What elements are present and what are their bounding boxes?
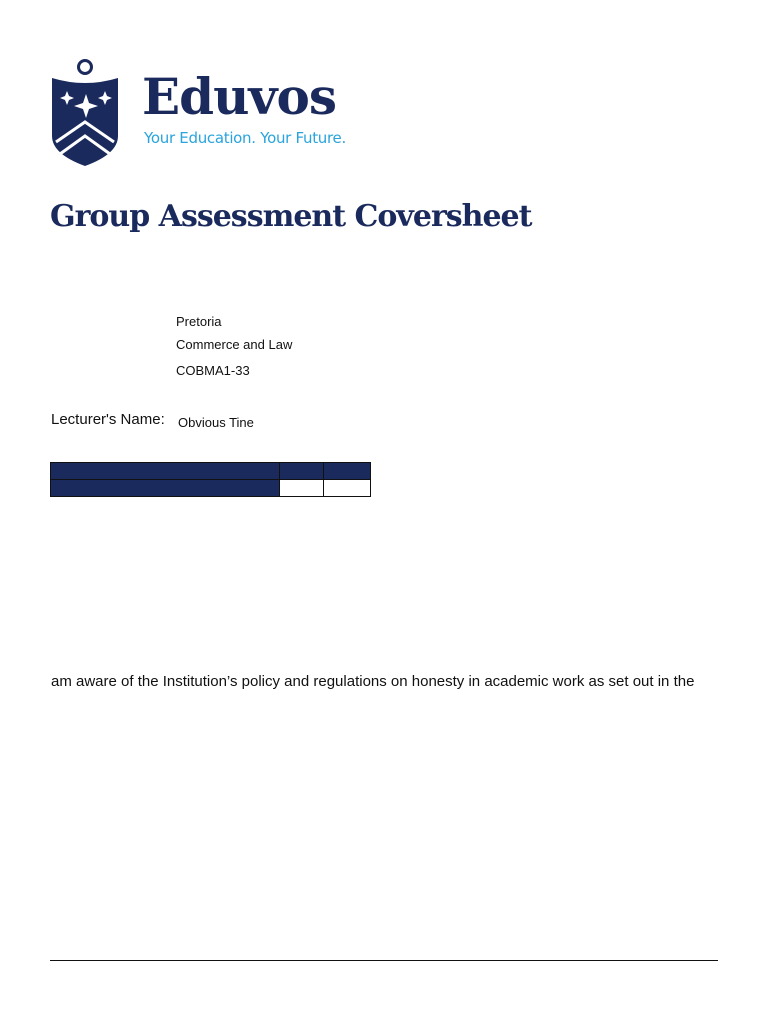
lecturer-name-value: Obvious Tine [178,415,254,430]
table-label-cell [51,480,280,497]
page-title: Group Assessment Coversheet [50,199,532,234]
campus-value: Pretoria [176,314,222,329]
table-row [51,463,371,480]
brand-tagline: Your Education. Your Future. [144,129,346,147]
brand-name: Eduvos [142,67,336,126]
eduvos-logo [50,58,370,168]
faculty-value: Commerce and Law [176,337,293,352]
marks-table [50,462,371,497]
lecturer-name-label: Lecturer's Name: [51,411,165,428]
table-input-cell[interactable] [279,480,324,497]
table-row [51,480,371,497]
table-input-cell[interactable] [324,480,371,497]
footer-divider [50,960,718,961]
table-header-cell [279,463,324,480]
module-code-value: COBMA1-33 [176,363,250,378]
crest-icon [50,58,120,168]
table-header-cell [51,463,280,480]
table-header-cell [324,463,371,480]
declaration-text: am aware of the Institution’s policy and regulations on honesty in academic work as set out in the [51,673,695,690]
